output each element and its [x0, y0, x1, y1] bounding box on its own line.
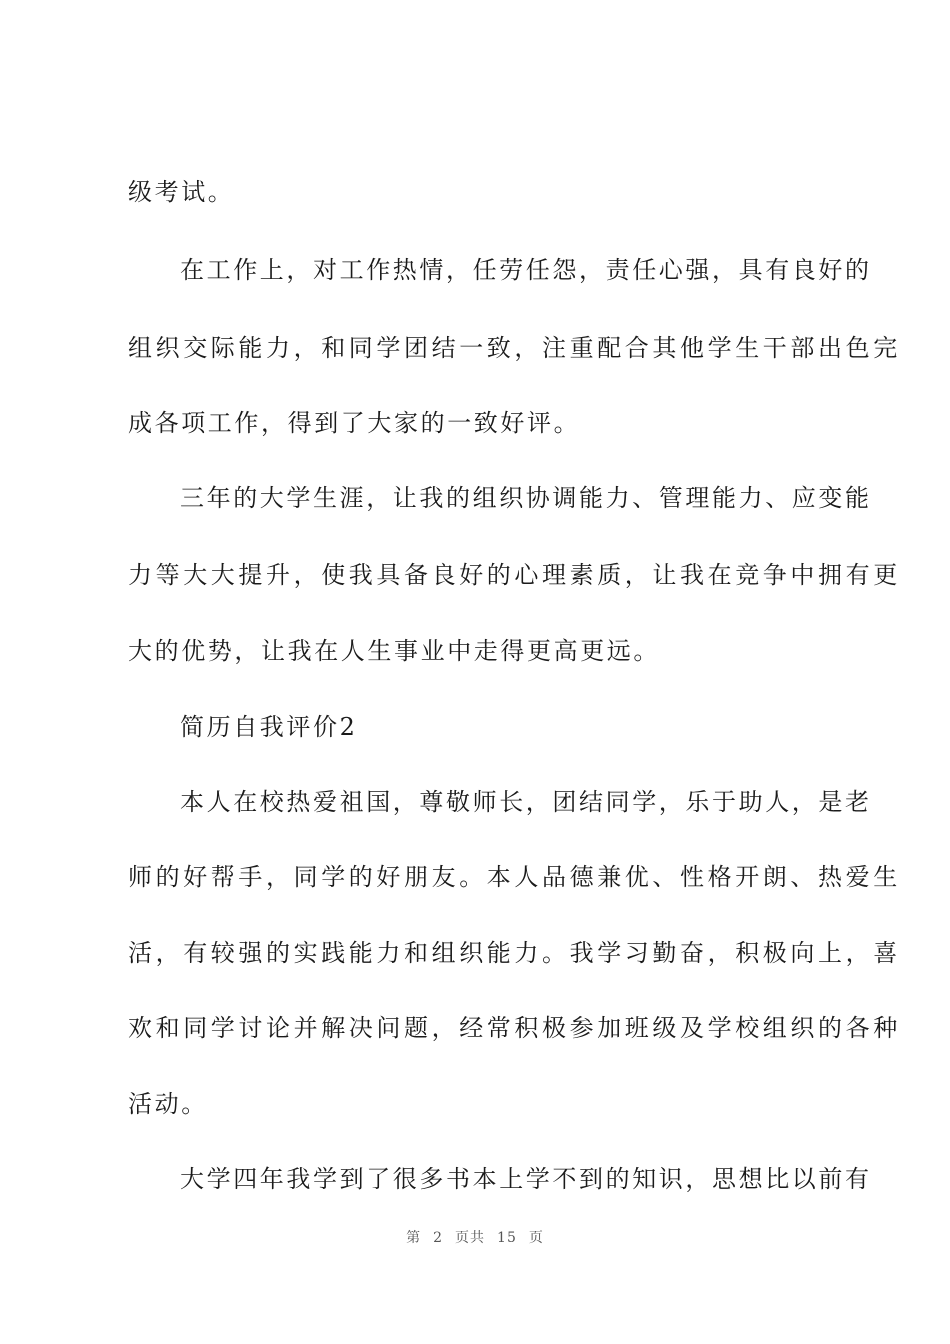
section-heading: 简历自我评价2 — [180, 713, 358, 741]
paragraph-line: 大学四年我学到了很多书本上学不到的知识，思想比以前有 — [180, 1165, 872, 1193]
paragraph-line: 活动。 — [128, 1090, 208, 1118]
footer-total-pages: 15 — [497, 1230, 517, 1246]
paragraph-line: 组织交际能力，和同学团结一致，注重配合其他学生干部出色完 — [128, 334, 901, 362]
paragraph-line: 三年的大学生涯，让我的组织协调能力、管理能力、应变能 — [180, 484, 872, 512]
footer-current-page: 2 — [433, 1230, 444, 1246]
paragraph-line: 本人在校热爱祖国，尊敬师长，团结同学，乐于助人，是老 — [180, 788, 872, 816]
paragraph-line: 成各项工作，得到了大家的一致好评。 — [128, 409, 581, 437]
paragraph-line: 大的优势，让我在人生事业中走得更高更远。 — [128, 637, 660, 665]
paragraph-line: 力等大大提升，使我具备良好的心理素质，让我在竞争中拥有更 — [128, 561, 901, 589]
page-footer — [0, 1228, 950, 1248]
paragraph-line: 欢和同学讨论并解决问题，经常积极参加班级及学校组织的各种 — [128, 1014, 901, 1042]
footer-suffix: 页 — [528, 1230, 544, 1246]
paragraph-line: 在工作上，对工作热情，任劳任怨，责任心强，具有良好的 — [180, 256, 872, 284]
paragraph-line: 级考试。 — [128, 178, 235, 206]
paragraph-line: 活，有较强的实践能力和组织能力。我学习勤奋，积极向上，喜 — [128, 939, 901, 967]
paragraph-line: 师的好帮手，同学的好朋友。本人品德兼优、性格开朗、热爱生 — [128, 863, 901, 891]
footer-mid: 页共 — [455, 1230, 486, 1246]
footer-prefix: 第 — [406, 1230, 422, 1246]
